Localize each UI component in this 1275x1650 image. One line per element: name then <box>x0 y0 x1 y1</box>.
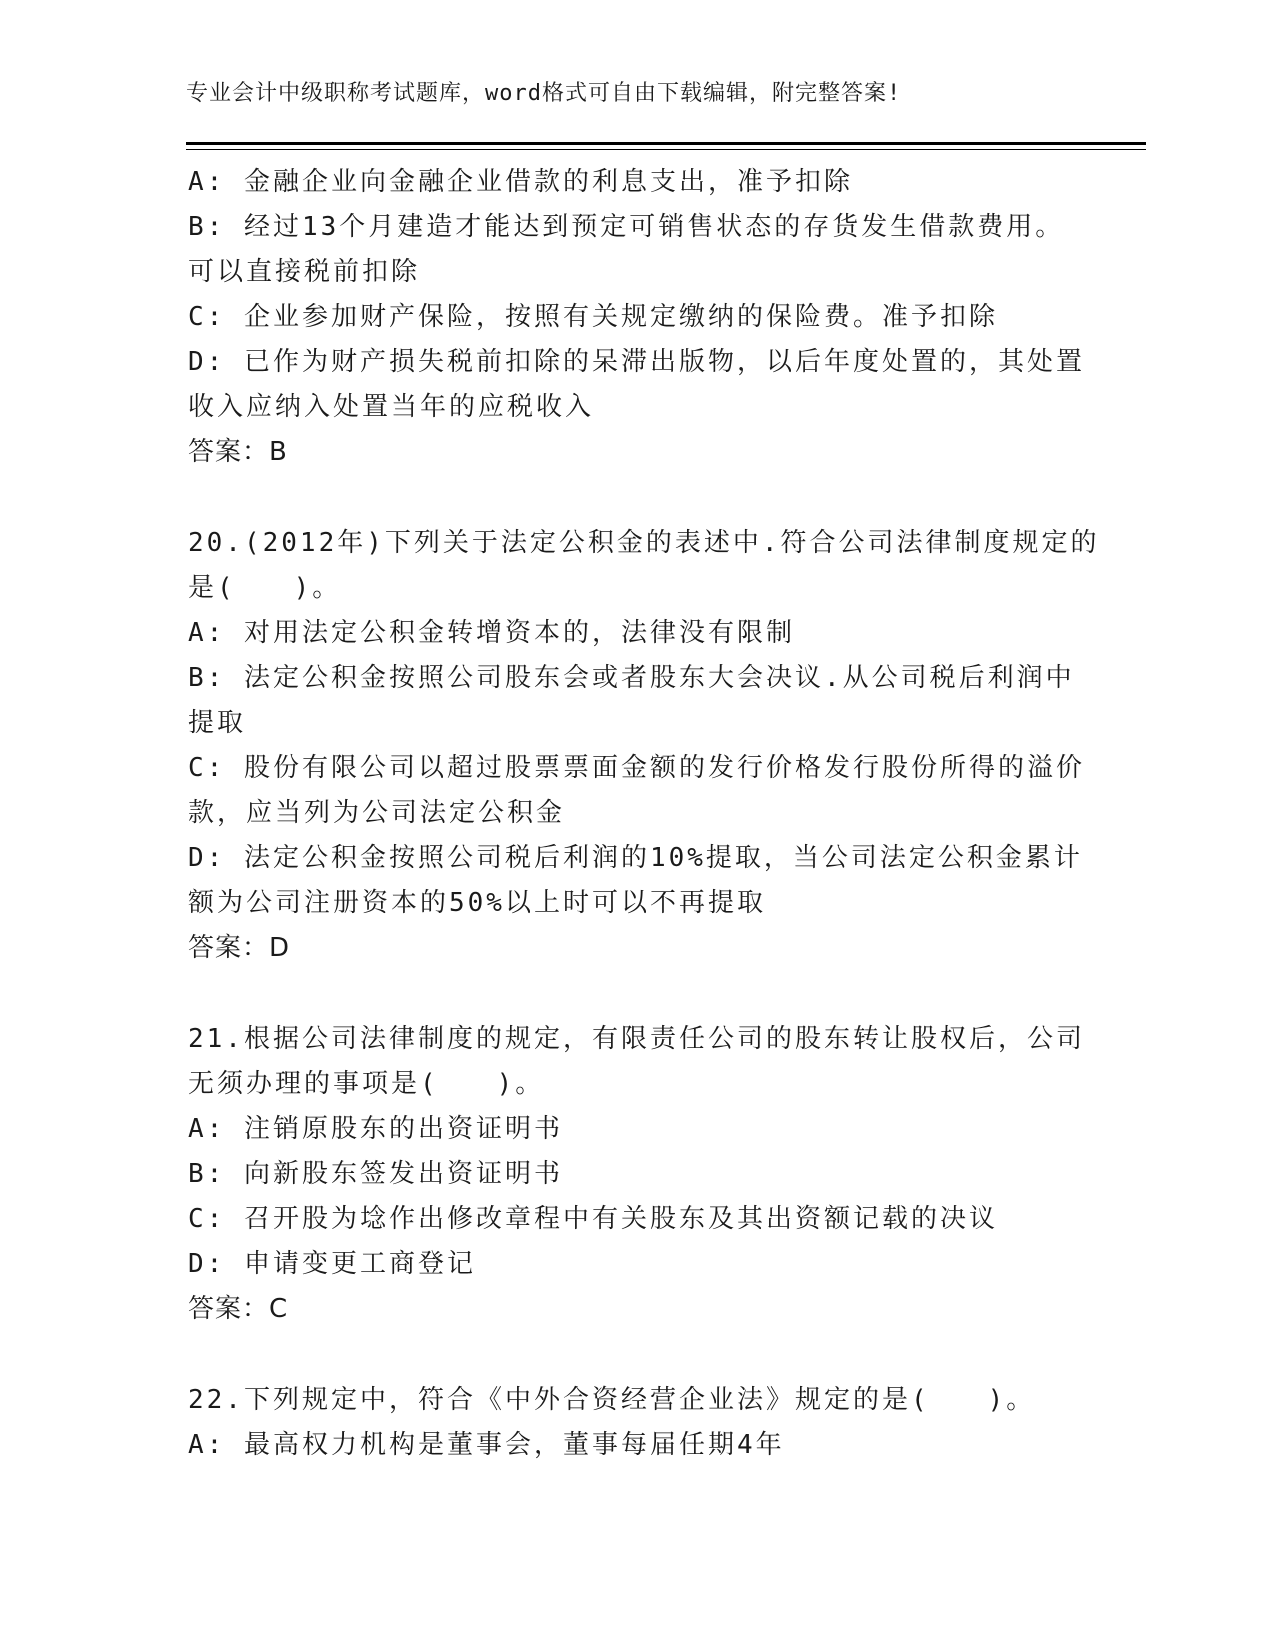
spacer <box>188 971 1088 1017</box>
question-stem-line-1: 20.(2012年)下列关于法定公积金的表述中.符合公司法律制度规定的 <box>188 528 1100 558</box>
question-stem-line-1: 21.根据公司法律制度的规定，有限责任公司的股东转让股权后，公司 <box>188 1024 1085 1054</box>
question-stem-line-1: 22.下列规定中，符合《中外合资经营企业法》规定的是( )。 <box>188 1385 1036 1415</box>
option-a: A: 最高权力机构是董事会，董事每届任期4年 <box>188 1430 785 1460</box>
question-22 <box>188 1378 1088 1468</box>
option-c: C: 企业参加财产保险，按照有关规定缴纳的保险费。准予扣除 <box>188 302 998 332</box>
option-d-line-1: D: 已作为财产损失税前扣除的呆滞出版物，以后年度处置的，其处置 <box>188 347 1085 377</box>
option-d-line-2: 额为公司注册资本的50%以上时可以不再提取 <box>188 888 766 918</box>
option-c-line-2: 款，应当列为公司法定公积金 <box>188 798 566 828</box>
option-d-line-1: D: 法定公积金按照公司税后利润的10%提取，当公司法定公积金累计 <box>188 843 1083 873</box>
answer: 答案：C <box>188 1294 289 1324</box>
question-20 <box>188 521 1100 971</box>
question-stem-line-2: 是( )。 <box>188 573 342 603</box>
answer: 答案：B <box>188 437 288 467</box>
option-a: A: 金融企业向金融企业借款的利息支出，准予扣除 <box>188 167 853 197</box>
option-b-line-2: 可以直接税前扣除 <box>188 257 421 287</box>
question-stem-line-2: 无须办理的事项是( )。 <box>188 1069 545 1099</box>
answer: 答案：D <box>188 933 291 963</box>
question-19 <box>188 160 1088 475</box>
option-d: D: 申请变更工商登记 <box>188 1249 476 1279</box>
option-a: A: 对用法定公积金转增资本的，法律没有限制 <box>188 618 795 648</box>
option-b-line-1: B: 法定公积金按照公司股东会或者股东大会决议.从公司税后利润中 <box>188 663 1075 693</box>
document-body <box>188 160 1100 1468</box>
header-rule-thick <box>186 142 1146 145</box>
spacer <box>188 475 1088 521</box>
option-c: C: 召开股为埝作出修改章程中有关股东及其出资额记载的决议 <box>188 1204 998 1234</box>
option-c-line-1: C: 股份有限公司以超过股票票面金额的发行价格发行股份所得的溢价 <box>188 753 1085 783</box>
option-d-line-2: 收入应纳入处置当年的应税收入 <box>188 392 595 422</box>
option-a: A: 注销原股东的出资证明书 <box>188 1114 563 1144</box>
question-21 <box>188 1017 1088 1332</box>
header-rule-thin <box>186 149 1146 150</box>
option-b-line-2: 提取 <box>188 708 247 738</box>
spacer <box>188 1332 1088 1378</box>
option-b-line-1: B: 经过13个月建造才能达到预定可销售状态的存货发生借款费用。 <box>188 212 1065 242</box>
option-b: B: 向新股东签发出资证明书 <box>188 1159 563 1189</box>
page-header: 专业会计中级职称考试题库，word格式可自由下载编辑，附完整答案! <box>186 81 902 106</box>
